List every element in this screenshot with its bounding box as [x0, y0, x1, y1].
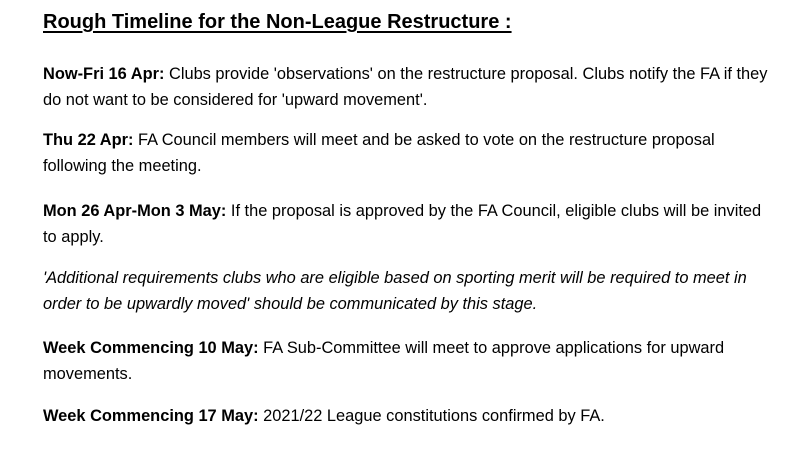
timeline-entry — [43, 403, 773, 429]
timeline-entry-text: If the proposal is approved by the FA Council, eligible clubs will be invited to apply. — [43, 202, 762, 246]
timeline-entry-date: Week Commencing 10 May: — [43, 339, 259, 357]
timeline-entry-text: FA Sub-Committee will meet to approve applications for upward movements. — [43, 339, 725, 383]
timeline-entry — [43, 127, 773, 179]
timeline-entry-text: 2021/22 League constitutions confirmed by FA. — [258, 407, 605, 425]
timeline-entry-text: Clubs provide 'observations' on the restructure proposal. Clubs notify the FA if they do not want to be considered for 'upward movement'. — [43, 65, 768, 109]
timeline-entry-date: Mon 26 Apr-Mon 3 May: — [43, 202, 227, 220]
timeline-entry — [43, 61, 773, 113]
timeline-entry-text: FA Council members will meet and be asked to vote on the restructure proposal following the meeting. — [43, 131, 715, 175]
timeline-entry — [43, 335, 773, 387]
timeline-entry-date: Now-Fri 16 Apr: — [43, 65, 165, 83]
requirements-note: 'Additional requirements clubs who are eligible based on sporting merit will be required to meet in order to be upwardly moved' should be communicated by this stage. — [43, 269, 747, 313]
timeline-entry-date: Thu 22 Apr: — [43, 131, 134, 149]
document-title: Rough Timeline for the Non-League Restructure : — [43, 11, 512, 33]
timeline-entry — [43, 198, 773, 250]
timeline-entry-date: Week Commencing 17 May: — [43, 407, 259, 425]
